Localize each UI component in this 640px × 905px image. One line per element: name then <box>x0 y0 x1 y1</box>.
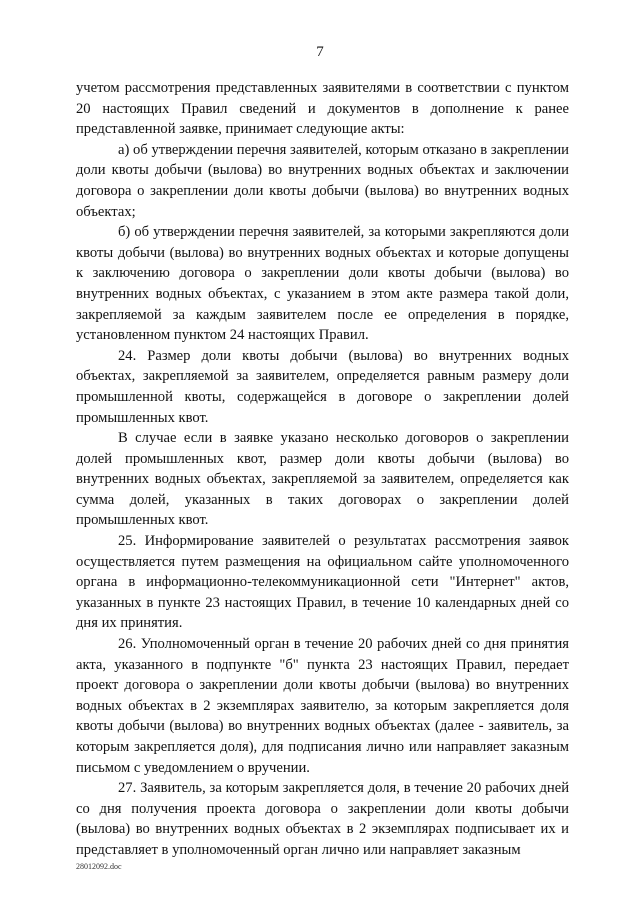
document-body <box>76 78 569 861</box>
paragraph-clause-24-cont: В случае если в заявке указано несколько договоров о закреплении долей промышленных квот, размер доли квоты добычи (вылова) во внутренних водных объектах, закрепляемой за заявителем, определяется как сумма долей, указанных в таких договорах о закреплении долей промышленных квот. <box>76 430 569 529</box>
paragraph-item-a: а) об утверждении перечня заявителей, которым отказано в закреплении доли квоты добычи (вылова) во внутренних водных объектах и заключении договора о закреплении доли квоты добычи (вылова) во внутренних водных объектах; <box>76 141 569 220</box>
page-number: 7 <box>316 44 324 60</box>
paragraph-clause-26: 26. Уполномоченный орган в течение 20 рабочих дней со дня принятия акта, указанного в подпункте "б" пункта 23 настоящих Правил, передает проект договора о закреплении доли квоты добычи (вылова) во внутренних водных объектах в 2 экземплярах заявителю, за которым закрепляется доля квоты добычи (вылова) во внутренних водных объектах (далее - заявитель, за которым закрепляется доля), для подписания лично или направляет заказным письмом с уведомлением о вручении. <box>76 636 569 776</box>
paragraph-item-b: б) об утверждении перечня заявителей, за которыми закрепляются доли квоты добычи (вылова) во внутренних водных объектах и которые допущены к заключению договора о закреплении доли квоты добычи (вылова) во внутренних водных объектах, с указанием в этом акте размера такой доли, закрепляемой за каждым заявителем после ее определения в порядке, установленном пунктом 24 настоящих Правил. <box>76 224 569 344</box>
paragraph-clause-27: 27. Заявитель, за которым закрепляется доля, в течение 20 рабочих дней со дня получения проекта договора о закреплении доли квоты добычи (вылова) во внутренних водных объектах в 2 экземплярах подписывает их и представляет в уполномоченный орган лично или направляет заказным <box>76 780 569 858</box>
paragraph-clause-25: 25. Информирование заявителей о результатах рассмотрения заявок осуществляется путем размещения на официальном сайте уполномоченного органа в информационно-телекоммуникационной сети "Интернет" актов, указанных в пункте 23 настоящих Правил, в течение 10 календарных дней со дня их принятия. <box>76 533 569 632</box>
paragraph-continuation: учетом рассмотрения представленных заявителями в соответствии с пунктом 20 настоящих Правил сведений и документов в дополнение к ранее представленной заявке, принимает следующие акты: <box>76 80 569 138</box>
footer-filename: 28012092.doc <box>76 862 122 871</box>
paragraph-clause-24: 24. Размер доли квоты добычи (вылова) во внутренних водных объектах, закрепляемой за заявителем, определяется равным размеру доли промышленной квоты, содержащейся в договоре о закреплении долей промышленных квот. <box>76 347 569 426</box>
